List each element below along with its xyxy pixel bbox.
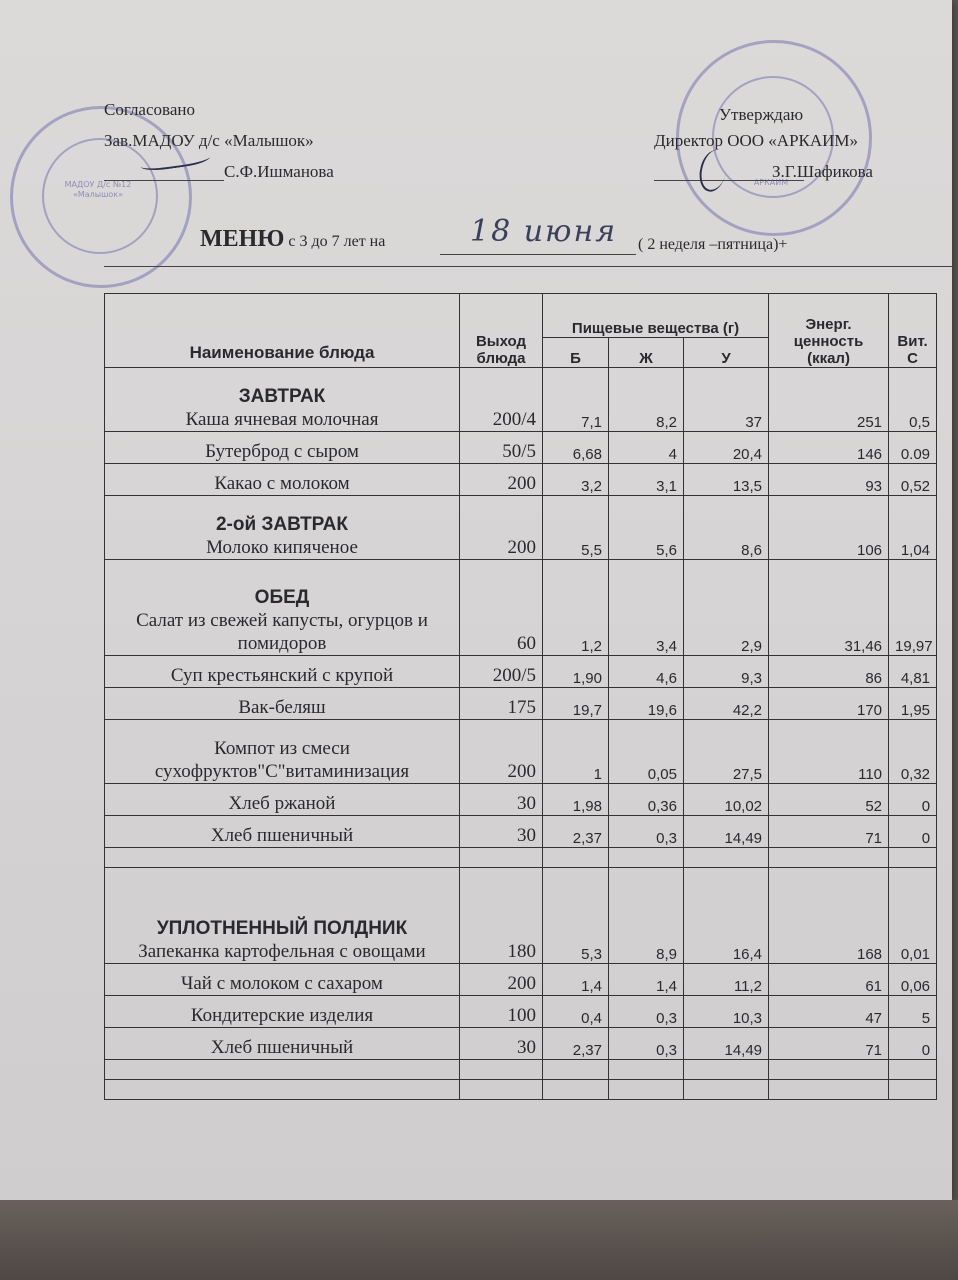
vitamin-value: 0,01 xyxy=(889,868,937,964)
vitamin-value: 5 xyxy=(889,996,937,1028)
date-line xyxy=(440,254,636,255)
protein-value: 5,5 xyxy=(543,496,609,560)
table-row xyxy=(105,464,937,496)
dish-name: Бутерброд с сыром xyxy=(205,441,359,462)
dish-output: 180 xyxy=(460,868,543,964)
table-row xyxy=(105,496,937,560)
blank-cell xyxy=(769,1080,889,1100)
energy-value: 110 xyxy=(769,720,889,784)
protein-value: 6,68 xyxy=(543,432,609,464)
blank-cell xyxy=(769,1060,889,1080)
dish-cell xyxy=(105,368,460,432)
fat-value: 4,6 xyxy=(609,656,684,688)
protein-value: 1,2 xyxy=(543,560,609,656)
header-name: Наименование блюда xyxy=(105,294,460,368)
energy-value: 61 xyxy=(769,964,889,996)
dish-name: Молоко кипяченое xyxy=(206,537,358,558)
blank-row xyxy=(105,1080,937,1100)
blank-cell xyxy=(609,848,684,868)
dish-output: 200 xyxy=(460,464,543,496)
dish-cell xyxy=(105,656,460,688)
header-fat: Ж xyxy=(609,338,684,368)
menu-age: с 3 до 7 лет на xyxy=(288,233,386,250)
blank-cell xyxy=(460,848,543,868)
fat-value: 1,4 xyxy=(609,964,684,996)
table-row xyxy=(105,1028,937,1060)
dish-name: Какао с молоком xyxy=(214,473,350,494)
dish-output: 200 xyxy=(460,964,543,996)
dish-output: 200 xyxy=(460,720,543,784)
protein-value: 1,4 xyxy=(543,964,609,996)
blank-cell xyxy=(684,1080,769,1100)
carbs-value: 16,4 xyxy=(684,868,769,964)
carbs-value: 13,5 xyxy=(684,464,769,496)
vitamin-value: 19,97 xyxy=(889,560,937,656)
menu-title xyxy=(200,226,385,253)
protein-value: 5,3 xyxy=(543,868,609,964)
blank-cell xyxy=(460,1060,543,1080)
dish-cell xyxy=(105,560,460,656)
left-signature-line xyxy=(104,180,224,181)
left-stamp-text: МАДОУ Д/с №12 «Малышок» xyxy=(64,180,132,199)
right-stamp-text: АРКАИМ xyxy=(753,178,789,187)
header-output: Выход блюда xyxy=(460,294,543,368)
dish-output: 60 xyxy=(460,560,543,656)
fat-value: 0,3 xyxy=(609,1028,684,1060)
confirmed-label: Утверждаю xyxy=(719,105,804,124)
carbs-value: 11,2 xyxy=(684,964,769,996)
dish-output: 200 xyxy=(460,496,543,560)
fat-value: 3,4 xyxy=(609,560,684,656)
menu-date: 18 июня xyxy=(470,214,618,249)
header-carbs: У xyxy=(684,338,769,368)
protein-value: 2,37 xyxy=(543,1028,609,1060)
table-row xyxy=(105,996,937,1028)
fat-value: 19,6 xyxy=(609,688,684,720)
vitamin-value: 0 xyxy=(889,816,937,848)
table-row xyxy=(105,816,937,848)
energy-value: 47 xyxy=(769,996,889,1028)
blank-row xyxy=(105,1060,937,1080)
carbs-value: 37 xyxy=(684,368,769,432)
carbs-value: 9,3 xyxy=(684,656,769,688)
menu-table xyxy=(104,293,937,1100)
carbs-value: 10,3 xyxy=(684,996,769,1028)
protein-value: 19,7 xyxy=(543,688,609,720)
energy-value: 251 xyxy=(769,368,889,432)
header-vitamin: Вит. С xyxy=(889,294,937,368)
energy-value: 168 xyxy=(769,868,889,964)
header-energy: Энерг. ценность (ккал) xyxy=(769,294,889,368)
blank-cell xyxy=(543,1080,609,1100)
carbs-value: 42,2 xyxy=(684,688,769,720)
approver-position: Зав.МАДОУ д/с «Малышок» xyxy=(104,131,314,150)
energy-value: 106 xyxy=(769,496,889,560)
fat-value: 0,36 xyxy=(609,784,684,816)
energy-value: 86 xyxy=(769,656,889,688)
vitamin-value: 1,95 xyxy=(889,688,937,720)
vitamin-value: 0 xyxy=(889,1028,937,1060)
blank-cell xyxy=(543,1060,609,1080)
blank-cell xyxy=(769,848,889,868)
table-row xyxy=(105,964,937,996)
vitamin-value: 1,04 xyxy=(889,496,937,560)
dish-output: 100 xyxy=(460,996,543,1028)
fat-value: 0,05 xyxy=(609,720,684,784)
protein-value: 3,2 xyxy=(543,464,609,496)
dish-name: Компот из смеси сухофруктов"С"витаминизация xyxy=(154,738,410,782)
blank-cell xyxy=(889,1060,937,1080)
protein-value: 1 xyxy=(543,720,609,784)
energy-value: 71 xyxy=(769,816,889,848)
energy-value: 93 xyxy=(769,464,889,496)
table-row xyxy=(105,560,937,656)
protein-value: 1,98 xyxy=(543,784,609,816)
dish-cell xyxy=(105,964,460,996)
dish-cell xyxy=(105,868,460,964)
header-protein: Б xyxy=(543,338,609,368)
dish-name: Суп крестьянский с крупой xyxy=(170,665,394,686)
dish-cell xyxy=(105,720,460,784)
dish-name: Запеканка картофельная с овощами xyxy=(138,941,426,962)
protein-value: 1,90 xyxy=(543,656,609,688)
dish-output: 200/5 xyxy=(460,656,543,688)
title-rule xyxy=(104,266,952,267)
blank-row xyxy=(105,848,937,868)
section-title: ЗАВТРАК xyxy=(238,386,326,407)
fat-value: 0,3 xyxy=(609,996,684,1028)
carbs-value: 20,4 xyxy=(684,432,769,464)
energy-value: 71 xyxy=(769,1028,889,1060)
vitamin-value: 0 xyxy=(889,784,937,816)
carbs-value: 10,02 xyxy=(684,784,769,816)
section-title: ОБЕД xyxy=(254,587,310,608)
menu-table-body xyxy=(105,368,937,1100)
dish-output: 175 xyxy=(460,688,543,720)
vitamin-value: 0,52 xyxy=(889,464,937,496)
dish-output: 50/5 xyxy=(460,432,543,464)
vitamin-value: 0.09 xyxy=(889,432,937,464)
vitamin-value: 0,06 xyxy=(889,964,937,996)
approved-label: Согласовано xyxy=(104,100,195,119)
vitamin-value: 4,81 xyxy=(889,656,937,688)
approver-name: С.Ф.Ишманова xyxy=(224,162,334,181)
dish-cell xyxy=(105,1028,460,1060)
dish-output: 200/4 xyxy=(460,368,543,432)
table-row xyxy=(105,688,937,720)
carbs-value: 14,49 xyxy=(684,816,769,848)
dish-cell xyxy=(105,432,460,464)
vitamin-value: 0,5 xyxy=(889,368,937,432)
dish-cell xyxy=(105,464,460,496)
carbs-value: 2,9 xyxy=(684,560,769,656)
fat-value: 4 xyxy=(609,432,684,464)
section-title: 2-ой ЗАВТРАК xyxy=(215,514,348,535)
protein-value: 2,37 xyxy=(543,816,609,848)
background-surface xyxy=(0,1200,958,1280)
carbs-value: 8,6 xyxy=(684,496,769,560)
dish-name: Салат из свежей капусты, огурцов и помидоров xyxy=(136,610,428,654)
vitamin-value: 0,32 xyxy=(889,720,937,784)
dish-cell xyxy=(105,784,460,816)
blank-cell xyxy=(684,1060,769,1080)
dish-cell xyxy=(105,816,460,848)
table-row xyxy=(105,784,937,816)
director-name: З.Г.Шафикова xyxy=(772,162,873,181)
dish-name: Вак-беляш xyxy=(238,697,326,718)
menu-week: ( 2 неделя –пятница)+ xyxy=(638,236,788,253)
blank-cell xyxy=(889,1080,937,1100)
energy-value: 146 xyxy=(769,432,889,464)
dish-output: 30 xyxy=(460,1028,543,1060)
section-title: УПЛОТНЕННЫЙ ПОЛДНИК xyxy=(156,918,408,939)
fat-value: 3,1 xyxy=(609,464,684,496)
dish-name: Хлеб ржаной xyxy=(228,793,336,814)
fat-value: 8,2 xyxy=(609,368,684,432)
blank-cell xyxy=(609,1060,684,1080)
blank-cell xyxy=(105,1080,460,1100)
fat-value: 8,9 xyxy=(609,868,684,964)
dish-cell xyxy=(105,496,460,560)
blank-cell xyxy=(460,1080,543,1100)
dish-name: Чай с молоком с сахаром xyxy=(181,973,383,994)
carbs-value: 14,49 xyxy=(684,1028,769,1060)
table-row xyxy=(105,368,937,432)
menu-heading: МЕНЮ xyxy=(200,226,285,252)
dish-output: 30 xyxy=(460,816,543,848)
blank-cell xyxy=(609,1080,684,1100)
blank-cell xyxy=(684,848,769,868)
energy-value: 52 xyxy=(769,784,889,816)
dish-name: Хлеб пшеничный xyxy=(210,1037,354,1058)
fat-value: 5,6 xyxy=(609,496,684,560)
energy-value: 31,46 xyxy=(769,560,889,656)
protein-value: 7,1 xyxy=(543,368,609,432)
protein-value: 0,4 xyxy=(543,996,609,1028)
dish-name: Хлеб пшеничный xyxy=(210,825,354,846)
table-row xyxy=(105,868,937,964)
header-nutrients: Пищевые вещества (г) xyxy=(543,294,769,338)
carbs-value: 27,5 xyxy=(684,720,769,784)
dish-cell xyxy=(105,996,460,1028)
blank-cell xyxy=(105,848,460,868)
blank-cell xyxy=(105,1060,460,1080)
table-row xyxy=(105,720,937,784)
dish-output: 30 xyxy=(460,784,543,816)
energy-value: 170 xyxy=(769,688,889,720)
dish-name: Каша ячневая молочная xyxy=(185,409,379,430)
blank-cell xyxy=(543,848,609,868)
dish-cell xyxy=(105,688,460,720)
fat-value: 0,3 xyxy=(609,816,684,848)
table-row xyxy=(105,656,937,688)
director-position: Директор ООО «АРКАИМ» xyxy=(654,131,859,150)
table-row xyxy=(105,432,937,464)
blank-cell xyxy=(889,848,937,868)
dish-name: Кондитерские изделия xyxy=(190,1005,374,1026)
